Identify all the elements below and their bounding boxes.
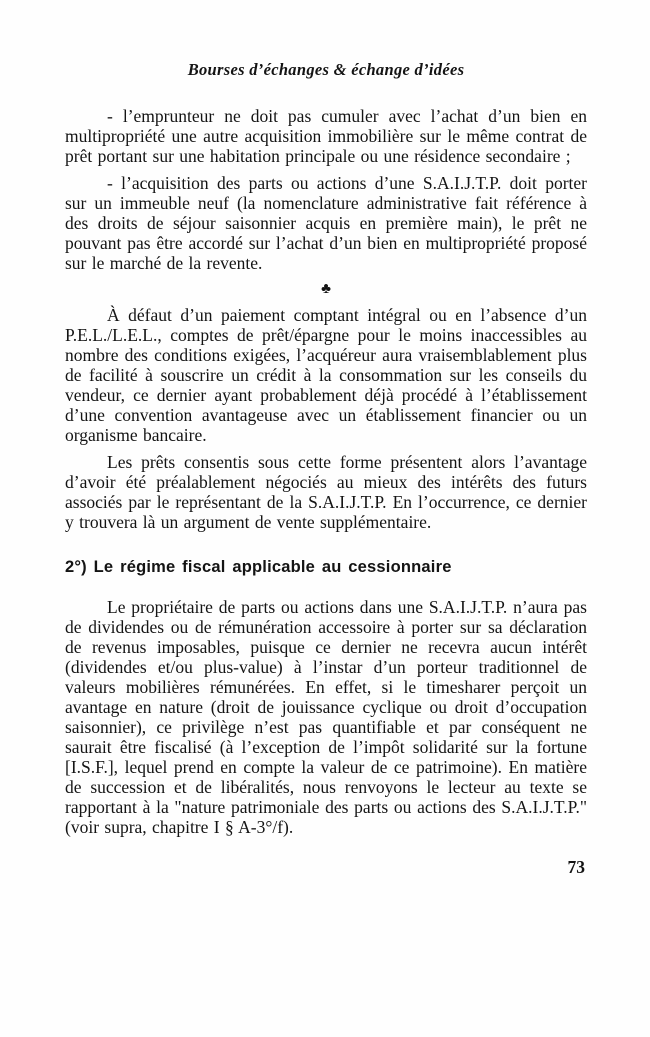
paragraph-emprunteur: - l’emprunteur ne doit pas cumuler avec l’achat d’un bien en multipropriété une autre acquisition immobilière sur le même contrat de prêt portant sur une habitation principale ou une résidence secondaire ; xyxy=(65,106,587,166)
club-separator-icon: ♣ xyxy=(321,281,331,297)
paragraph-acquisition: - l’acquisition des parts ou actions d’une S.A.I.J.T.P. doit porter sur un immeuble neuf (la nomenclature administrative fait référence à des droits de séjour saisonnier acquis en première main), le prêt ne pouvant pas être accordé sur l’achat d’un bien en multipropriété proposé sur le marché de la revente. xyxy=(65,173,587,273)
paragraph-paiement: À défaut d’un paiement comptant intégral ou en l’absence d’un P.E.L./L.E.L., comptes de prêt/épargne pour le moins inaccessibles au nombre des conditions exigées, l’acquéreur aura vraisemblablement plus de facilité à souscrire un crédit à la consommation sur les conseils du vendeur, ce dernier ayant probablement déjà procédé à l’établissement d’une convention avantageuse avec un établissement financier ou un organisme bancaire. xyxy=(65,305,587,445)
paragraph-proprietaire: Le propriétaire de parts ou actions dans une S.A.I.J.T.P. n’aura pas de dividendes ou de rémunération accessoire à porter sur sa déclaration de revenus imposables, puisque ce dernier ne recevra aucun intérêt (dividendes et/ou plus-value) à l’instar d’un porteur traditionnel de valeurs mobilières rémunérées. En effet, si le timesharer perçoit un avantage en nature (droit de jouissance cyclique ou droit d’occupation saisonnier), ce privilège n’est pas quantifiable et par conséquent ne saurait être fiscalisé (à l’exception de l’impôt solidarité sur la fortune [I.S.F.], lequel prend en compte la valeur de ce patrimoine). En matière de succession et de libéralités, nous renvoyons le lecteur au texte se rapportant à la "nature patrimoniale des parts ou actions des S.A.I.J.T.P." (voir supra, chapitre I § A-3°/f). xyxy=(65,597,587,837)
section-heading: 2°) Le régime fiscal applicable au cessionnaire xyxy=(65,558,452,576)
running-header: Bourses d’échanges & échange d’idées xyxy=(187,60,465,79)
page-number: 73 xyxy=(567,857,585,877)
paragraph-prets: Les prêts consentis sous cette forme présentent alors l’avantage d’avoir été préalablement négociés au mieux des intérêts des futurs associés par le représentant de la S.A.I.J.T.P. En l’occurrence, ce dernier y trouvera là un argument de vente supplémentaire. xyxy=(65,452,587,532)
